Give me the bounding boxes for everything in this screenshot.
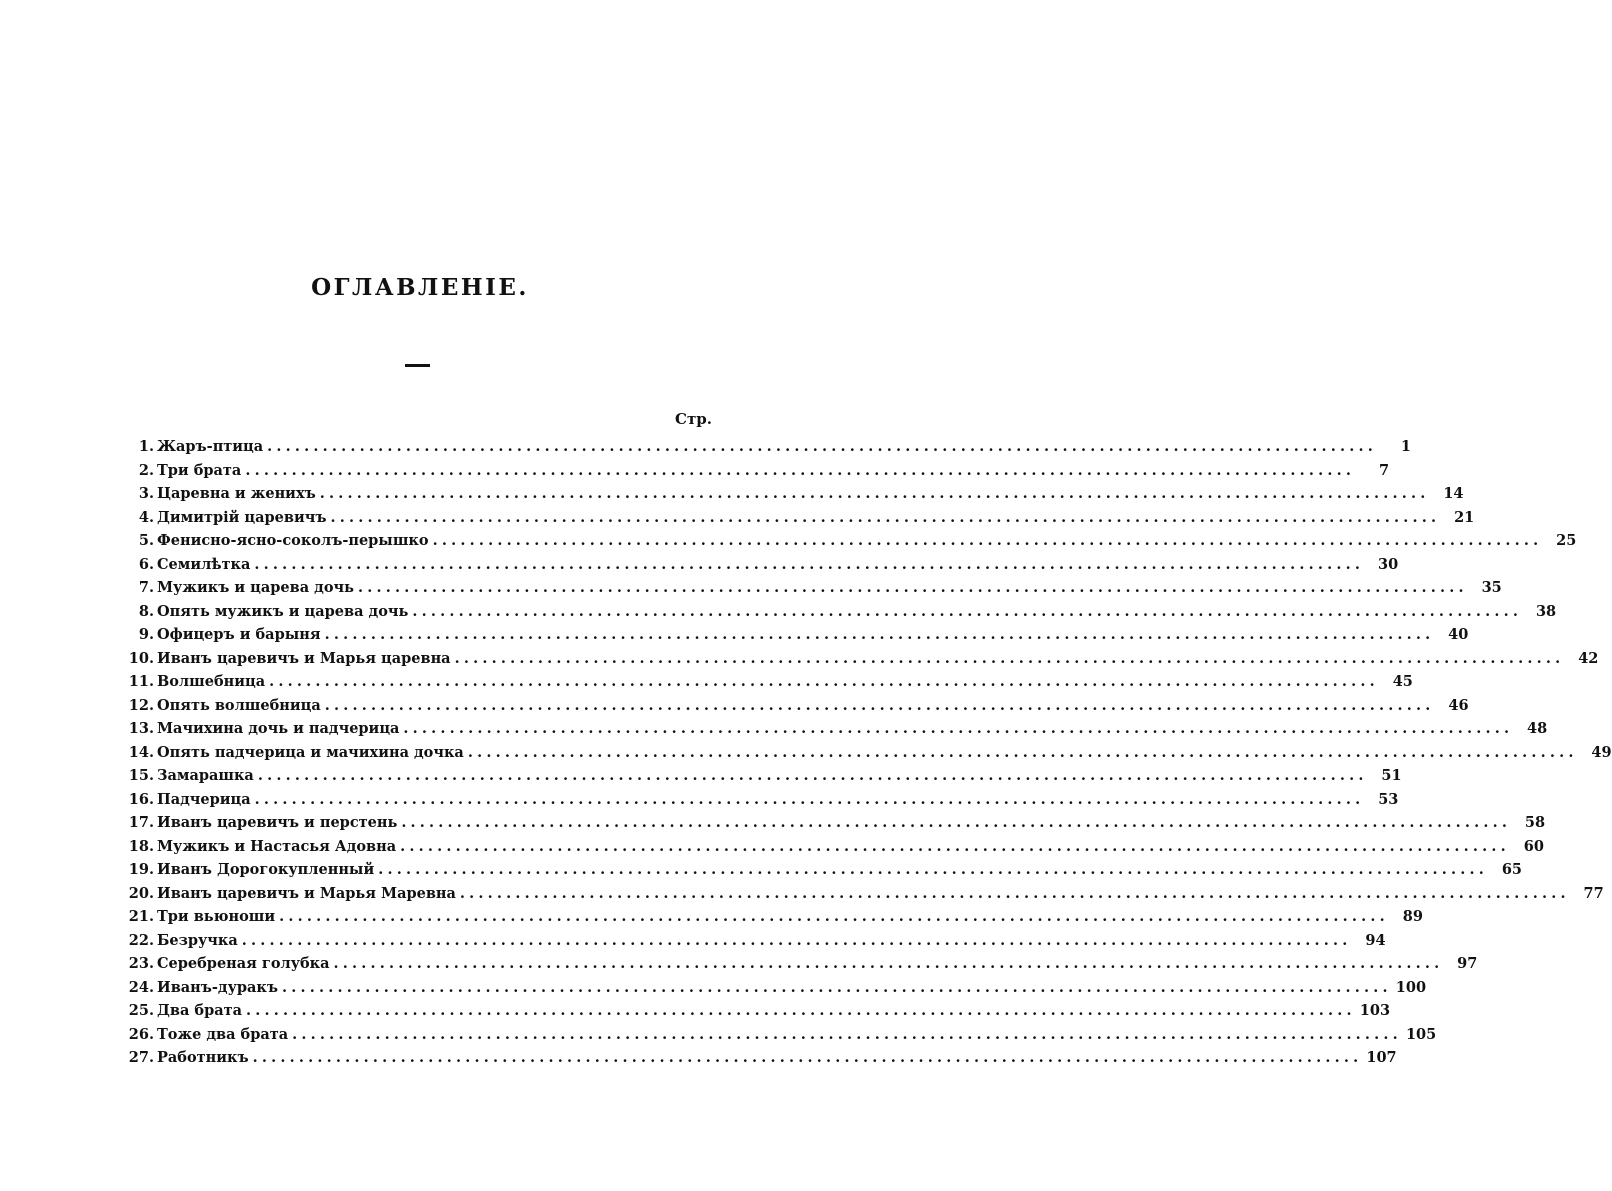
dot-leader: ........................................................................................................................: [324, 696, 1435, 714]
toc-entry: [118, 673, 1413, 697]
dot-leader: ........................................................................................................................: [279, 908, 1389, 925]
dot-leader: ........................................................................................................................: [357, 579, 1468, 596]
entry-number: 10.: [128, 649, 154, 667]
entry-page-number: 46: [1448, 696, 1469, 714]
dot-leader: ........................................................................................................................: [324, 626, 1435, 643]
toc-entry: [118, 461, 1390, 486]
entry-page-number: 97: [1457, 955, 1478, 972]
entry-title: Замарашка: [157, 767, 254, 784]
entry-title: Иванъ царевичъ и Марья царевна: [157, 649, 451, 667]
dot-leader: ........................................................................................................................: [467, 743, 1578, 761]
entry-number: 15.: [128, 767, 154, 784]
entry-title: Два брата: [157, 1002, 242, 1019]
entry-number: 24.: [128, 978, 154, 996]
dot-leader: ........................................................................................................................: [257, 767, 1368, 784]
toc-entry: [118, 1002, 1391, 1026]
entry-title: Опять волшебница: [157, 696, 321, 714]
entry-page-number: 21: [1454, 508, 1475, 526]
entry-title: Офицеръ и барыня: [157, 626, 321, 643]
entry-number: 27.: [128, 1049, 154, 1066]
entry-page-number: 94: [1365, 931, 1386, 949]
entry-title: Иванъ Дорогокупленный: [157, 861, 375, 878]
entry-page-number: 65: [1501, 861, 1522, 878]
entry-title: Иванъ-дуракъ: [157, 978, 278, 996]
dot-leader: ........................................................................................................................: [454, 649, 1565, 667]
toc-entry: [118, 1049, 1397, 1073]
entry-page-number: 51: [1381, 767, 1402, 784]
entry-page-number: 48: [1527, 720, 1548, 737]
toc-entry: [118, 790, 1399, 815]
entry-page-number: 49: [1591, 743, 1612, 761]
page-title: ОГЛАВЛЕНІЕ.: [311, 274, 529, 301]
entry-number: 20.: [128, 884, 154, 902]
toc-entry: [118, 837, 1544, 862]
entry-number: 12.: [128, 696, 154, 714]
entry-page-number: 89: [1402, 908, 1423, 925]
entry-number: 6.: [138, 555, 154, 573]
entry-title: Мужикъ и Настасья Адовна: [157, 837, 397, 855]
entry-number: 25.: [128, 1002, 154, 1019]
entry-number: 21.: [128, 908, 154, 925]
dot-leader: ........................................................................................................................: [412, 602, 1523, 620]
entry-title: Тоже два брата: [157, 1025, 289, 1043]
toc-entry: [118, 1025, 1437, 1050]
toc-entry: [118, 884, 1604, 909]
entry-number: 16.: [128, 790, 154, 808]
toc-entry: [118, 978, 1427, 1003]
entry-title: Мачихина дочь и падчерица: [157, 720, 400, 737]
dot-leader: ........................................................................................................................: [319, 485, 1430, 502]
toc-entry: [118, 438, 1411, 462]
entry-title: Иванъ царевичъ и перстень: [157, 814, 398, 831]
entry-title: Семилѣтка: [157, 555, 251, 573]
entry-page-number: 105: [1405, 1025, 1437, 1043]
entry-title: Димитрій царевичъ: [157, 508, 327, 526]
entry-number: 3.: [138, 485, 154, 502]
dot-leader: ........................................................................................................................: [254, 790, 1365, 808]
entry-number: 22.: [128, 931, 154, 949]
entry-page-number: 14: [1443, 485, 1464, 502]
entry-number: 1.: [138, 438, 154, 455]
entry-number: 2.: [138, 461, 154, 479]
dot-leader: ........................................................................................................................: [282, 978, 1392, 996]
entry-number: 26.: [128, 1025, 154, 1043]
dot-leader: ........................................................................................................................: [432, 532, 1543, 549]
dot-leader: ........................................................................................................................: [241, 931, 1352, 949]
toc-entry: [118, 814, 1546, 838]
entry-page-number: 100: [1395, 978, 1427, 996]
dot-leader: ........................................................................................................................: [292, 1025, 1402, 1043]
entry-page-number: 35: [1481, 579, 1502, 596]
page-column-header: Стр.: [675, 410, 712, 428]
entry-title: Волшебница: [157, 673, 266, 690]
entry-page-number: 103: [1359, 1002, 1391, 1019]
entry-number: 14.: [128, 743, 154, 761]
dot-leader: ........................................................................................................................: [246, 1002, 1356, 1019]
entry-title: Безручка: [157, 931, 238, 949]
entry-page-number: 38: [1535, 602, 1557, 620]
entry-number: 23.: [128, 955, 154, 972]
dot-leader: ........................................................................................................................: [330, 508, 1441, 526]
entry-page-number: 1: [1400, 438, 1411, 455]
entry-title: Опять падчерица и мачихина дочка: [157, 743, 464, 761]
toc-entry: [118, 626, 1469, 650]
entry-title: Падчерица: [157, 790, 251, 808]
toc-entry: [118, 696, 1469, 721]
entry-title: Три вьюноши: [157, 908, 276, 925]
entry-title: Опять мужикъ и царева дочь: [157, 602, 409, 620]
toc-entry: [118, 532, 1577, 556]
entry-title: Жаръ-птица: [157, 438, 264, 455]
entry-title: Мужикъ и царева дочь: [157, 579, 354, 596]
entry-title: Три брата: [157, 461, 242, 479]
entry-title: Иванъ царевичъ и Марья Маревна: [157, 884, 456, 902]
entry-title: Работникъ: [157, 1049, 249, 1066]
entry-page-number: 58: [1524, 814, 1546, 831]
entry-number: 4.: [138, 508, 154, 526]
table-of-contents: [118, 438, 1612, 1073]
toc-entry: [118, 579, 1502, 603]
dot-leader: ........................................................................................................................: [401, 814, 1512, 831]
entry-number: 9.: [138, 626, 154, 643]
entry-page-number: 53: [1378, 790, 1399, 808]
dot-leader: ........................................................................................................................: [267, 438, 1377, 455]
dot-leader: ........................................................................................................................: [459, 884, 1570, 902]
entry-number: 8.: [138, 602, 154, 620]
entry-page-number: 40: [1448, 626, 1469, 643]
dot-leader: ........................................................................................................................: [252, 1049, 1363, 1066]
entry-page-number: 107: [1366, 1049, 1397, 1066]
toc-entry: [118, 508, 1475, 533]
dot-leader: ........................................................................................................................: [403, 720, 1514, 737]
dot-leader: ........................................................................................................................: [333, 955, 1444, 972]
entry-page-number: 60: [1523, 837, 1544, 855]
entry-number: 7.: [138, 579, 154, 596]
toc-entry: [118, 555, 1399, 580]
dot-leader: ........................................................................................................................: [254, 555, 1365, 573]
entry-page-number: 7: [1379, 461, 1390, 479]
toc-entry: [118, 649, 1599, 674]
toc-entry: [118, 485, 1464, 509]
entry-number: 19.: [128, 861, 154, 878]
entry-page-number: 30: [1377, 555, 1399, 573]
toc-entry: [118, 908, 1423, 932]
entry-number: 13.: [128, 720, 154, 737]
dot-leader: ........................................................................................................................: [269, 673, 1379, 690]
entry-title: Серебреная голубка: [157, 955, 330, 972]
entry-number: 18.: [128, 837, 154, 855]
entry-page-number: 77: [1583, 884, 1604, 902]
toc-entry: [118, 861, 1522, 885]
toc-entry: [118, 720, 1548, 744]
entry-title: Царевна и женихъ: [157, 485, 316, 502]
title-divider: [405, 364, 430, 367]
dot-leader: ........................................................................................................................: [378, 861, 1488, 878]
entry-page-number: 25: [1556, 532, 1577, 549]
toc-entry: [118, 931, 1386, 956]
entry-title: Фенисно-ясно-соколъ-перышко: [157, 532, 429, 549]
toc-entry: [118, 743, 1612, 768]
entry-number: 5.: [138, 532, 154, 549]
entry-page-number: 42: [1578, 649, 1599, 667]
toc-entry: [118, 955, 1478, 979]
toc-entry: [118, 602, 1557, 627]
dot-leader: ........................................................................................................................: [400, 837, 1510, 855]
entry-page-number: 45: [1392, 673, 1413, 690]
dot-leader: ........................................................................................................................: [245, 461, 1356, 479]
toc-entry: [118, 767, 1402, 791]
entry-number: 11.: [128, 673, 154, 690]
entry-number: 17.: [128, 814, 154, 831]
